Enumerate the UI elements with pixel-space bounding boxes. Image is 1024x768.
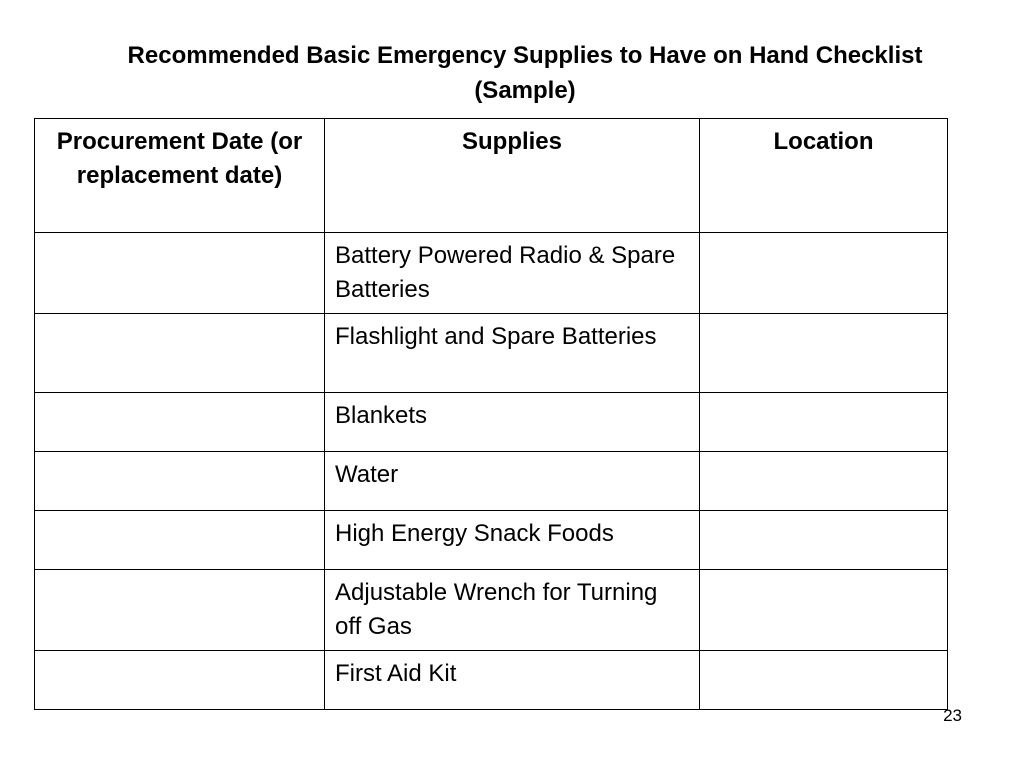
procurement-date-cell bbox=[35, 570, 325, 651]
supply-cell: First Aid Kit bbox=[325, 651, 700, 710]
column-header-procurement-date: Procurement Date (or replacement date) bbox=[35, 119, 325, 233]
location-cell bbox=[700, 314, 948, 393]
procurement-date-cell bbox=[35, 314, 325, 393]
procurement-date-cell bbox=[35, 511, 325, 570]
procurement-date-cell bbox=[35, 452, 325, 511]
column-header-location: Location bbox=[700, 119, 948, 233]
procurement-date-cell bbox=[35, 393, 325, 452]
supply-cell: Battery Powered Radio & Spare Batteries bbox=[325, 233, 700, 314]
supply-cell: High Energy Snack Foods bbox=[325, 511, 700, 570]
table-header-row bbox=[35, 119, 948, 233]
table-row bbox=[35, 651, 948, 710]
supply-cell: Blankets bbox=[325, 393, 700, 452]
procurement-date-cell bbox=[35, 651, 325, 710]
supply-cell: Water bbox=[325, 452, 700, 511]
location-cell bbox=[700, 233, 948, 314]
page-title: Recommended Basic Emergency Supplies to Have on Hand Checklist (Sample) bbox=[127, 42, 923, 104]
location-cell bbox=[700, 393, 948, 452]
page-number: 23 bbox=[943, 706, 962, 725]
location-cell bbox=[700, 511, 948, 570]
table-row bbox=[35, 314, 948, 393]
supply-cell: Flashlight and Spare Batteries bbox=[325, 314, 700, 393]
table-row bbox=[35, 570, 948, 651]
location-cell bbox=[700, 651, 948, 710]
table-row bbox=[35, 452, 948, 511]
table-row bbox=[35, 233, 948, 314]
table-row bbox=[35, 393, 948, 452]
supply-cell: Adjustable Wrench for Turning off Gas bbox=[325, 570, 700, 651]
supplies-checklist-table bbox=[34, 118, 948, 710]
procurement-date-cell bbox=[35, 233, 325, 314]
column-header-supplies: Supplies bbox=[325, 119, 700, 233]
table-row bbox=[35, 511, 948, 570]
location-cell bbox=[700, 452, 948, 511]
location-cell bbox=[700, 570, 948, 651]
